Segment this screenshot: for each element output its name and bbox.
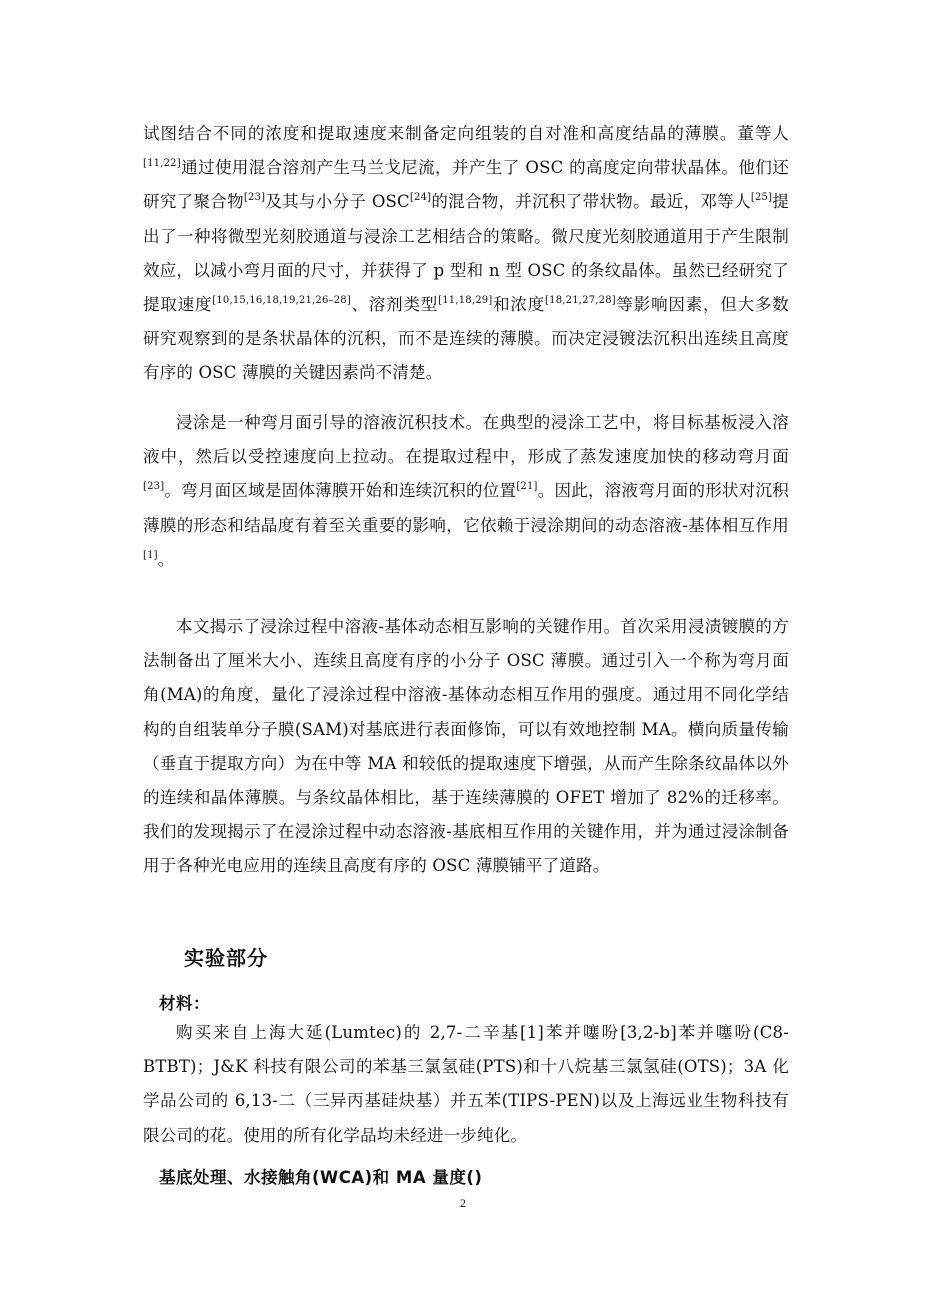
citation-ref: [11,18,29] bbox=[438, 295, 493, 307]
intro-paragraph-3: 本文揭示了浸涂过程中溶液-基体动态相互影响的关键作用。首次采用浸渍镀膜的方法制备出了厘米大小、连续且高度有序的小分子 OSC 薄膜。通过引入一个称为弯月面角(MA)的角度，量化了浸涂过程中溶液-基体动态相互作用的强度。通过用不同化学结构的自组装单分子膜(SAM)对基底进行表面修饰，可以有效地控制 MA。横向质量传输（垂直于提取方向）为在中等 MA 和较低的提取速度下增强，从而产生除条纹晶体以外的连续和晶体薄膜。与条纹晶体相比，基于连续薄膜的 OFET 增加了 82%的迁移率。我们的发现揭示了在浸涂过程中动态溶液-基底相互作用的关键作用，并为通过浸涂制备用于各种光电应用的连续且高度有序的 OSC 薄膜铺平了道路。 bbox=[143, 617, 789, 876]
citation-ref: [11,22] bbox=[143, 158, 181, 170]
citation-ref: [21] bbox=[516, 481, 538, 493]
citation-ref: [1] bbox=[143, 549, 158, 561]
citation-ref: [25] bbox=[750, 192, 773, 204]
subheading-substrate-treatment: 基底处理、水接触角(WCA)和 MA 量度() bbox=[159, 1168, 483, 1187]
citation-ref: [23] bbox=[143, 481, 165, 493]
section-heading-experimental: 实验部分 bbox=[184, 946, 268, 970]
citation-ref: [24] bbox=[409, 192, 432, 204]
citation-ref: [10,15,16,18,19,21,26–28] bbox=[212, 295, 351, 307]
page-number: 2 bbox=[460, 1196, 466, 1210]
materials-paragraph: 购买来自上海大延(Lumtec)的 2,7-二辛基[1]苯并噻吩[3,2-b]苯并噻吩(C8-BTBT)；J&K 科技有限公司的苯基三氯氢硅(PTS)和十八烷基三氯氢硅(OTS)；3A 化学品公司的 6,13-二（三异丙基硅炔基）并五苯(TIPS-PEN)以及上海远业生物科技有限公司的花。使用的所有化学品均未经进一步纯化。 bbox=[143, 1023, 789, 1145]
citation-ref: [23] bbox=[243, 192, 266, 204]
citation-ref: [18,21,27,28] bbox=[545, 295, 616, 307]
intro-paragraph-1: 试图结合不同的浓度和提取速度来制备定向组装的自对准和高度结晶的薄膜。董等人[11,22]通过使用混合溶剂产生马兰戈尼流，并产生了 OSC 的高度定向带状晶体。他们还研究了聚合物[23]及其与小分子 OSC[24]的混合物，并沉积了带状物。最近，邓等人[25]提出了一种将微型光刻胶通道与浸涂工艺相结合的策略。微尺度光刻胶通道用于产生限制效应，以减小弯月面的尺寸，并获得了 p 型和 n 型 OSC 的条纹晶体。虽然已经研究了提取速度[10,15,16,18,19,21,26–28]、溶剂类型[11,18,29]和浓度[18,21,27,28]等影响因素，但大多数研究观察到的是条状晶体的沉积，而不是连续的薄膜。而决定浸镀法沉积出连续且高度有序的 OSC 薄膜的关键因素尚不清楚。 bbox=[143, 124, 790, 383]
intro-paragraph-2: 浸涂是一种弯月面引导的溶液沉积技术。在典型的浸涂工艺中，将目标基板浸入溶液中，然后以受控速度向上拉动。在提取过程中，形成了蒸发速度加快的移动弯月面[23]。弯月面区域是固体薄膜开始和连续沉积的位置[21]。因此，溶液弯月面的形状对沉积薄膜的形态和结晶度有着至关重要的影响，它依赖于浸涂期间的动态溶液-基体相互作用[1]。 bbox=[143, 413, 790, 569]
subheading-materials: 材料： bbox=[159, 994, 210, 1013]
